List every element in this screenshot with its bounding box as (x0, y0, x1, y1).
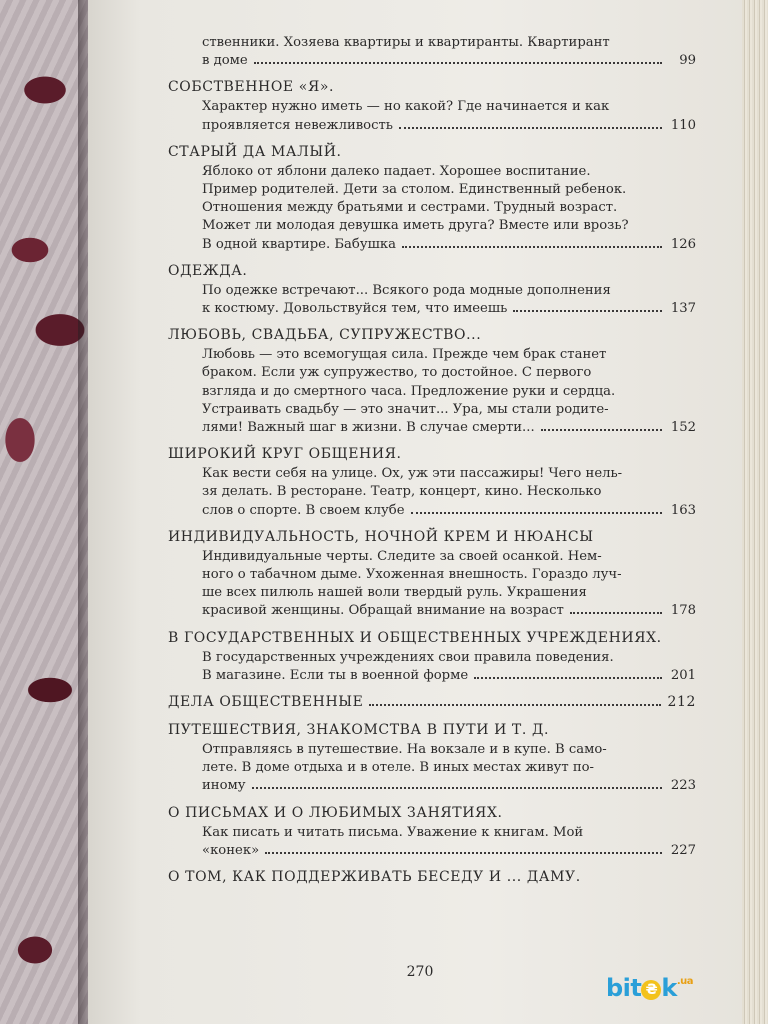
toc-last-line (202, 777, 696, 795)
toc-description-line: Отношения между братьями и сестрами. Трудный возраст. (202, 200, 618, 216)
toc-description-line: взгляда и до смертного часа. Предложение руки и сердца. (202, 383, 616, 399)
dot-leader (399, 127, 662, 129)
page-edge (742, 0, 768, 1024)
toc-last-line (202, 300, 696, 318)
toc-heading: ШИРОКИЙ КРУГ ОБЩЕНИЯ. (168, 446, 402, 463)
toc-last-line (202, 667, 696, 685)
toc-page-number: 163 (670, 502, 696, 518)
toc-description-line: Отправляясь в путешествие. На вокзале и в купе. В само- (202, 742, 607, 758)
dot-leader (474, 677, 662, 679)
toc-entry (168, 260, 696, 318)
dot-leader (402, 246, 662, 248)
toc-page-number: 110 (670, 117, 696, 133)
toc-heading: ОДЕЖДА. (168, 262, 248, 279)
toc-description-line: ше всех пилюль нашей воли твердый руль. Украшения (202, 585, 587, 601)
toc-page-number: 152 (670, 420, 696, 436)
toc-entry (168, 324, 696, 437)
toc-last-line (202, 117, 696, 135)
toc-description-line: браком. Если уж супружество, то достойное. С первого (202, 365, 592, 381)
toc-description (168, 282, 696, 318)
toc-last-line (202, 236, 696, 254)
toc-description-line: Пример родителей. Дети за столом. Единственный ребенок. (202, 182, 627, 198)
toc-heading: О ТОМ, КАК ПОДДЕРЖИВАТЬ БЕСЕДУ И ... ДАМУ. (168, 869, 581, 886)
toc-description-line: проявляется невежливость (202, 117, 393, 133)
dot-leader (265, 852, 662, 854)
toc-description (168, 98, 696, 134)
toc-entry (168, 802, 696, 860)
toc-heading: ИНДИВИДУАЛЬНОСТЬ, НОЧНОЙ КРЕМ И НЮАНСЫ (168, 528, 594, 545)
toc-entry (168, 141, 696, 254)
toc-description (168, 34, 696, 70)
toc-description-line: Яблоко от яблони далеко падает. Хорошее воспитание. (202, 163, 591, 179)
dot-leader (570, 612, 662, 614)
dot-leader (541, 429, 662, 431)
toc-heading: О ПИСЬМАХ И О ЛЮБИМЫХ ЗАНЯТИЯХ. (168, 804, 503, 821)
toc-description-line: красивой женщины. Обращай внимание на возраст (202, 603, 564, 619)
toc-heading: ЛЮБОВЬ, СВАДЬБА, СУПРУЖЕСТВО... (168, 327, 482, 344)
toc-page-number: 212 (667, 694, 696, 711)
toc-entry (168, 526, 696, 621)
toc-description-line: лями! Важный шаг в жизни. В случае смерти... (202, 420, 535, 436)
toc-description-line: зя делать. В ресторане. Театр, концерт, кино. Несколько (202, 484, 602, 500)
toc-description-line: В одной квартире. Бабушка (202, 236, 396, 252)
toc-entry (168, 627, 696, 685)
toc-page-number: 99 (679, 53, 696, 69)
table-of-contents (168, 34, 696, 894)
toc-entry (168, 76, 696, 134)
toc-description-line: Устраивать свадьбу — это значит... Ура, мы стали родите- (202, 401, 609, 417)
toc-description-line: слов о спорте. В своем клубе (202, 502, 405, 518)
dot-leader (369, 704, 661, 706)
toc-page-number: 178 (670, 603, 696, 619)
watermark-coin-icon: ₴ (641, 980, 661, 1000)
watermark-tld: .ua (676, 976, 694, 987)
toc-page-number: 201 (670, 667, 696, 683)
toc-description-line: в доме (202, 53, 248, 69)
toc-last-line (202, 419, 696, 437)
toc-last-line (202, 842, 696, 860)
toc-entry (168, 691, 696, 713)
toc-description-line: иному (202, 778, 246, 794)
toc-description-line: Как писать и читать письма. Уважение к книгам. Мой (202, 824, 584, 840)
toc-heading: ДЕЛА ОБЩЕСТВЕННЫЕ (168, 694, 364, 711)
toc-page-number: 223 (670, 778, 696, 794)
toc-page-number: 126 (670, 236, 696, 252)
dot-leader (411, 512, 662, 514)
toc-description (168, 163, 696, 254)
toc-description-line: Характер нужно иметь — но какой? Где начинается и как (202, 99, 610, 115)
dot-leader (513, 310, 662, 312)
toc-heading: ПУТЕШЕСТВИЯ, ЗНАКОМСТВА В ПУТИ И Т. Д. (168, 722, 549, 739)
toc-description-line: ственники. Хозяева квартиры и квартиранты. Квартирант (202, 35, 610, 50)
page-number: 270 (406, 964, 434, 980)
toc-page-number: 227 (670, 842, 696, 858)
toc-description-line: «конек» (202, 842, 260, 858)
toc-description (168, 824, 696, 860)
toc-entry (168, 866, 696, 888)
toc-description (168, 548, 696, 621)
toc-entry (168, 719, 696, 796)
toc-entry (168, 443, 696, 520)
toc-description-line: Любовь — это всемогущая сила. Прежде чем брак станет (202, 347, 607, 363)
watermark-text-pre: bit (606, 974, 642, 1002)
toc-description (168, 649, 696, 685)
toc-last-line (202, 602, 696, 620)
toc-heading: В ГОСУДАРСТВЕННЫХ И ОБЩЕСТВЕННЫХ УЧРЕЖДЕНИЯХ. (168, 629, 662, 646)
toc-heading: СТАРЫЙ ДА МАЛЫЙ. (168, 143, 342, 160)
toc-description (168, 741, 696, 796)
toc-last-line (202, 502, 696, 520)
toc-description-line: ного о табачном дыме. Ухоженная внешность. Гораздо луч- (202, 567, 622, 583)
toc-description-line: Индивидуальные черты. Следите за своей осанкой. Нем- (202, 548, 602, 564)
toc-description-line: По одежке встречают... Всякого рода модные дополнения (202, 282, 611, 298)
toc-description (168, 465, 696, 520)
toc-heading-row (168, 691, 696, 713)
toc-description-line: Как вести себя на улице. Ох, уж эти пассажиры! Чего нель- (202, 466, 623, 482)
toc-description-line: к костюму. Довольствуйся тем, что имеешь (202, 301, 508, 317)
dot-leader (252, 787, 662, 789)
toc-page-number: 137 (670, 301, 696, 317)
toc-entry (168, 34, 696, 70)
watermark-text-post: k (661, 974, 677, 1002)
toc-last-line (202, 52, 696, 70)
toc-description (168, 346, 696, 437)
site-watermark (606, 974, 693, 1002)
toc-heading: СОБСТВЕННОЕ «Я». (168, 79, 335, 96)
toc-description-line: лете. В доме отдыха и в отеле. В иных местах живут по- (202, 760, 595, 776)
dot-leader (254, 62, 662, 64)
toc-description-line: В магазине. Если ты в военной форме (202, 667, 469, 683)
toc-description-line: Может ли молодая девушка иметь друга? Вместе или врозь? (202, 218, 629, 234)
toc-description-line: В государственных учреждениях свои правила поведения. (202, 649, 614, 665)
